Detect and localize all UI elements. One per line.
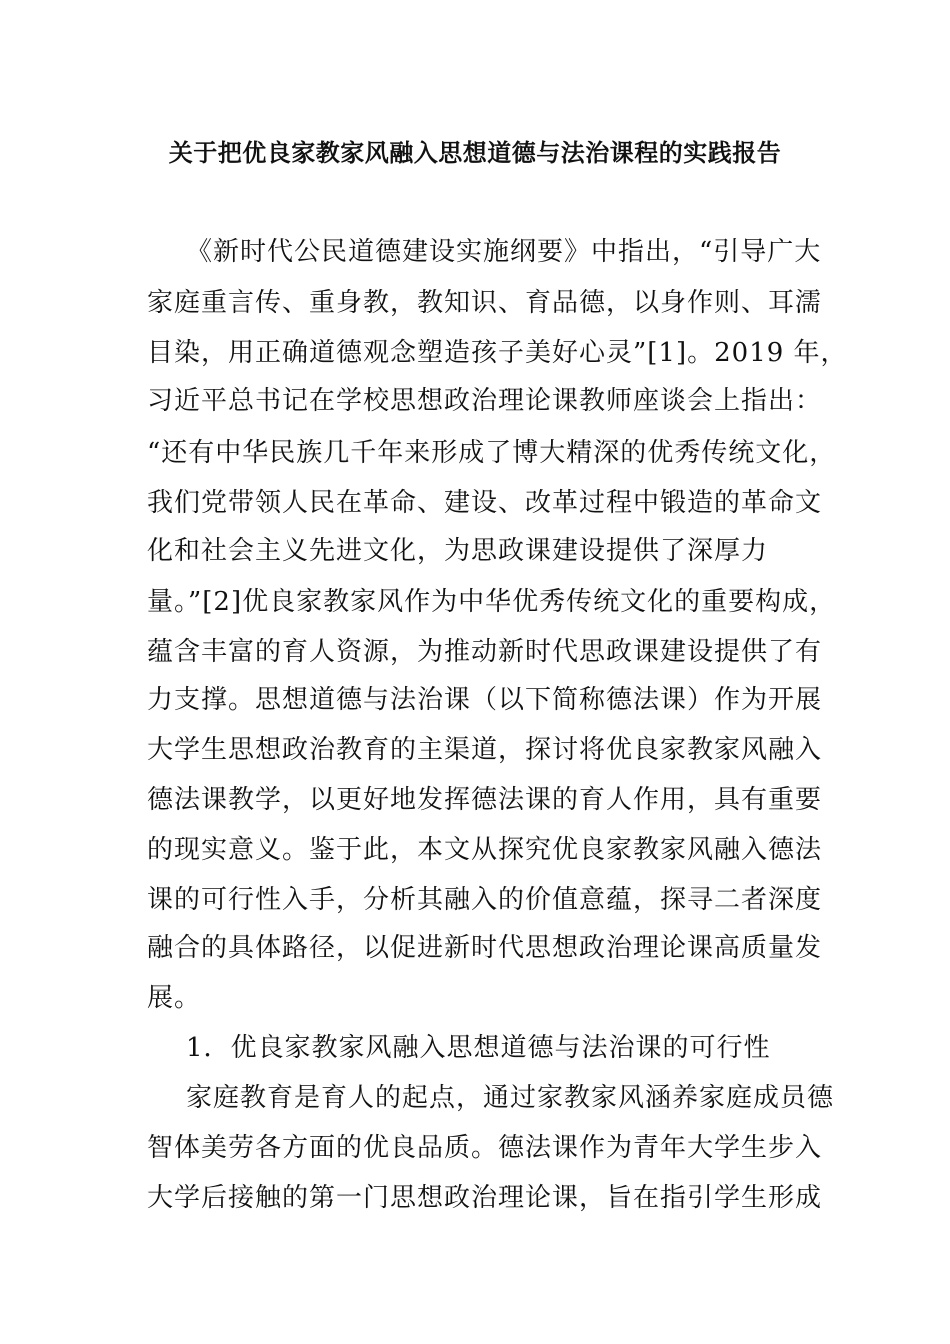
paragraph-line: 家庭教育是育人的起点，通过家教家风涵养家庭成员德 (186, 1083, 835, 1113)
paragraph-line: 融合的具体路径，以促进新时代思想政治理论课高质量发 (147, 933, 823, 963)
paragraph-line: 大学后接触的第一门思想政治理论课，旨在指引学生形成 (147, 1183, 823, 1213)
section-heading: 1．优良家教家风融入思想道德与法治课的可行性 (186, 1033, 771, 1063)
paragraph-line: 我们党带领人民在革命、建设、改革过程中锻造的革命文 (147, 488, 823, 518)
paragraph-line: 蕴含丰富的育人资源，为推动新时代思政课建设提供了有 (147, 637, 823, 667)
paragraph-line: 德法课教学，以更好地发挥德法课的育人作用，具有重要 (147, 785, 823, 815)
paragraph-line: 目染，用正确道德观念塑造孩子美好心灵”[1]。2019 年， (147, 338, 848, 368)
document-title: 关于把优良家教家风融入思想道德与法治课程的实践报告 (168, 138, 782, 167)
paragraph-line: 的现实意义。鉴于此，本文从探究优良家教家风融入德法 (147, 835, 823, 865)
paragraph-line: 习近平总书记在学校思想政治理论课教师座谈会上指出： (147, 386, 823, 416)
paragraph-line: 量。”[2]优良家教家风作为中华优秀传统文化的重要构成， (147, 587, 837, 617)
paragraph-line: 智体美劳各方面的优良品质。德法课作为青年大学生步入 (147, 1133, 823, 1163)
paragraph-line: 力支撑。思想道德与法治课（以下简称德法课）作为开展 (147, 685, 823, 715)
paragraph-line: 化和社会主义先进文化，为思政课建设提供了深厚力 (147, 536, 769, 566)
paragraph-line: 展。 (147, 983, 202, 1013)
paragraph-line: 课的可行性入手，分析其融入的价值意蕴，探寻二者深度 (147, 885, 823, 915)
paragraph-line: 大学生思想政治教育的主渠道，探讨将优良家教家风融入 (147, 735, 823, 765)
paragraph-line: 家庭重言传、重身教，教知识、育品德，以身作则、耳濡 (147, 288, 823, 318)
paragraph-line: 《新时代公民道德建设实施纲要》中指出，“引导广大 (186, 237, 822, 267)
paragraph-line: “还有中华民族几千年来形成了博大精深的优秀传统文化， (147, 438, 837, 468)
